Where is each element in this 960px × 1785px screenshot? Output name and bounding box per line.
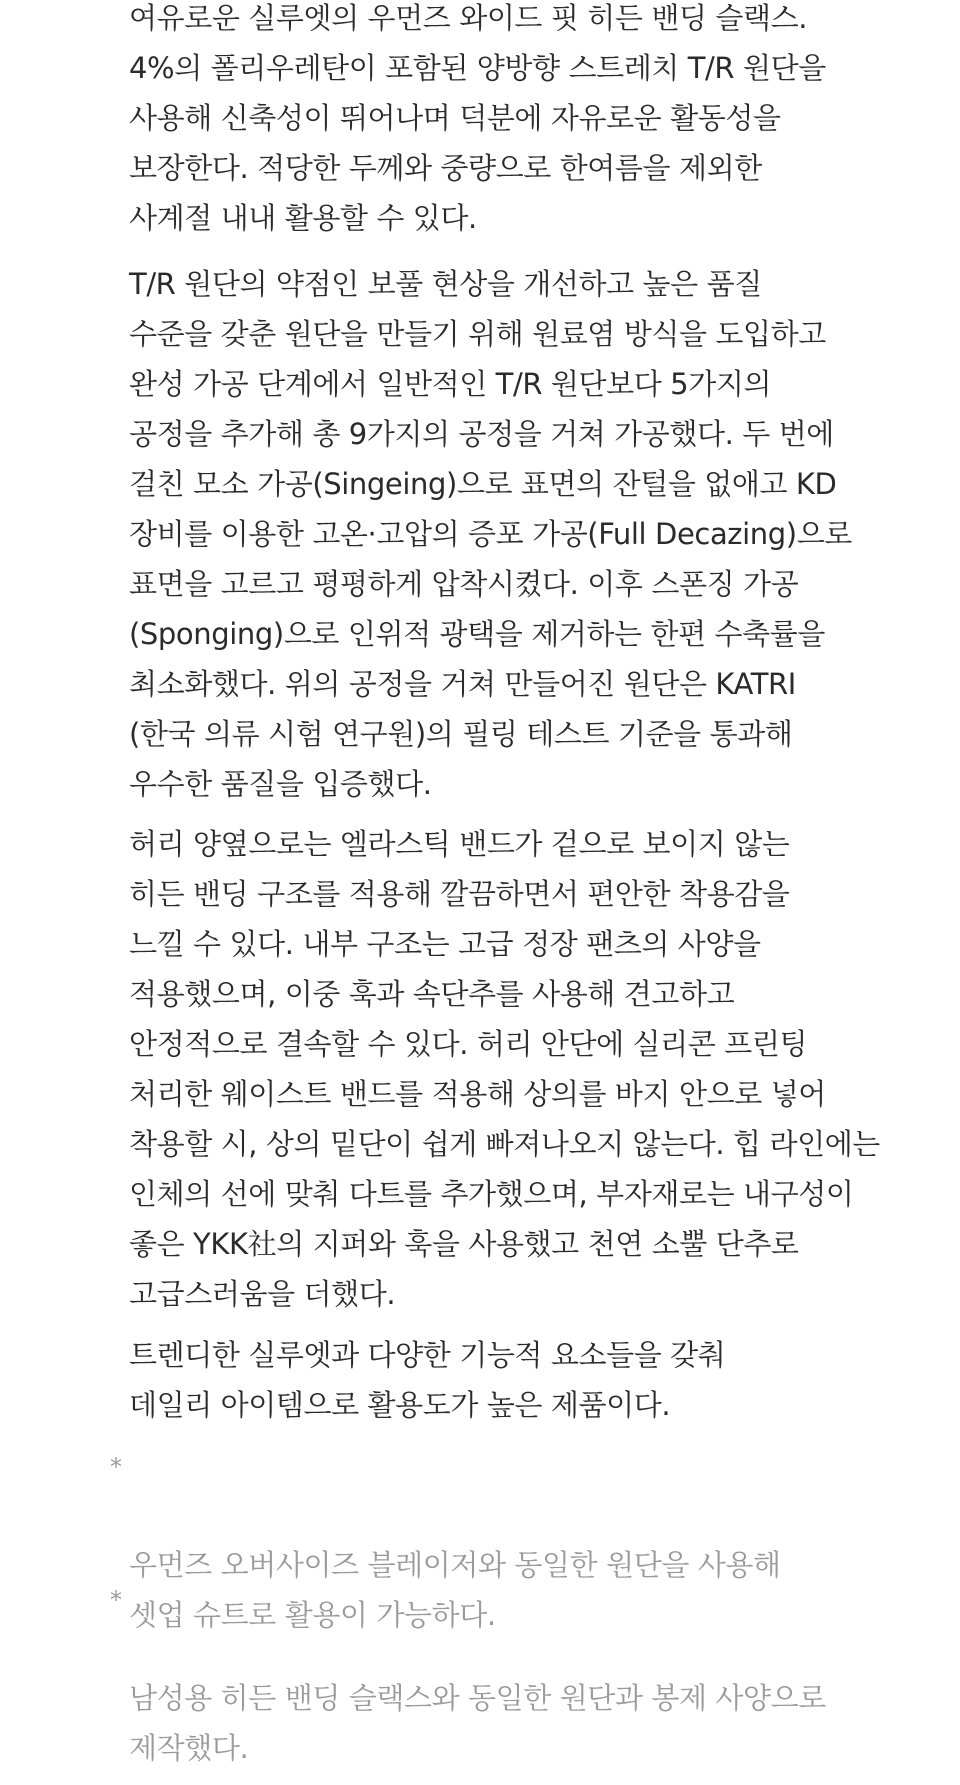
description-paragraph-fabric: T/R 원단의 약점인 보풀 현상을 개선하고 높은 품질 수준을 갖춘 원단을 만들기 위해 원료염 방식을 도입하고 완성 가공 단계에서 일반적인 T/R 원단보다 5가지의 공정을 추가해 총 9가지의 공정을 거쳐 가공했다. 두 번에 걸친 모소 가공(Singeing)으로 표면의 잔털을 없애고 KD 장비를 이용한 고온·고압의 증포 가공(Full Decazing)으로 표면을 고르고 평평하게 압착시켰다. 이후 스폰징 가공 (Sponging)으로 인위적 광택을 제거하는 한편 수축률을 최소화했다. 위의 공정을 거쳐 만들어진 원단은 KATRI (한국 의류 시험 연구원)의 필링 테스트 기준을 통과해 우수한 품질을 입증했다. (129, 267, 852, 801)
description-paragraph-summary: 트렌디한 실루엣과 다양한 기능적 요소들을 갖춰 데일리 아이템으로 활용도가 높은 제품이다. (129, 1338, 726, 1422)
description-paragraph-construction: 허리 양옆으로는 엘라스틱 밴드가 겉으로 보이지 않는 히든 밴딩 구조를 적용해 깔끔하면서 편안한 착용감을 느낄 수 있다. 내부 구조는 고급 정장 팬츠의 사양을 적용했으며, 이중 훅과 속단추를 사용해 견고하고 안정적으로 결속할 수 있다. 허리 안단에 실리콘 프린팅 처리한 웨이스트 밴드를 적용해 상의를 바지 안으로 넣어 착용할 시, 상의 밑단이 쉽게 빠져나오지 않는다. 힙 라인에는 인체의 선에 맞춰 다트를 추가했으며, 부자재로는 내구성이 좋은 YKK社의 지퍼와 훅을 사용했고 천연 소뿔 단추로 고급스러움을 더했다. (129, 827, 880, 1311)
footnote-text: 남성용 히든 밴딩 슬랙스와 동일한 원단과 봉제 사양으로 제작했다. (129, 1681, 826, 1765)
footnote-text: 우먼즈 오버사이즈 블레이저와 동일한 원단을 사용해 셋업 슈트로 활용이 가능하다. (129, 1548, 781, 1632)
footnote-asterisk: * (110, 1586, 122, 1614)
footnote-asterisk: * (110, 1453, 122, 1481)
description-paragraph-fit: 여유로운 실루엣의 우먼즈 와이드 핏 히든 밴딩 슬랙스. 4%의 폴리우레탄이 포함된 양방향 스트레치 T/R 원단을 사용해 신축성이 뛰어나며 덕분에 자유로운 활동성을 보장한다. 적당한 두께와 중량으로 한여름을 제외한 사계절 내내 활용할 수 있다. (129, 1, 826, 235)
footnote-mens-version (110, 1573, 826, 1773)
